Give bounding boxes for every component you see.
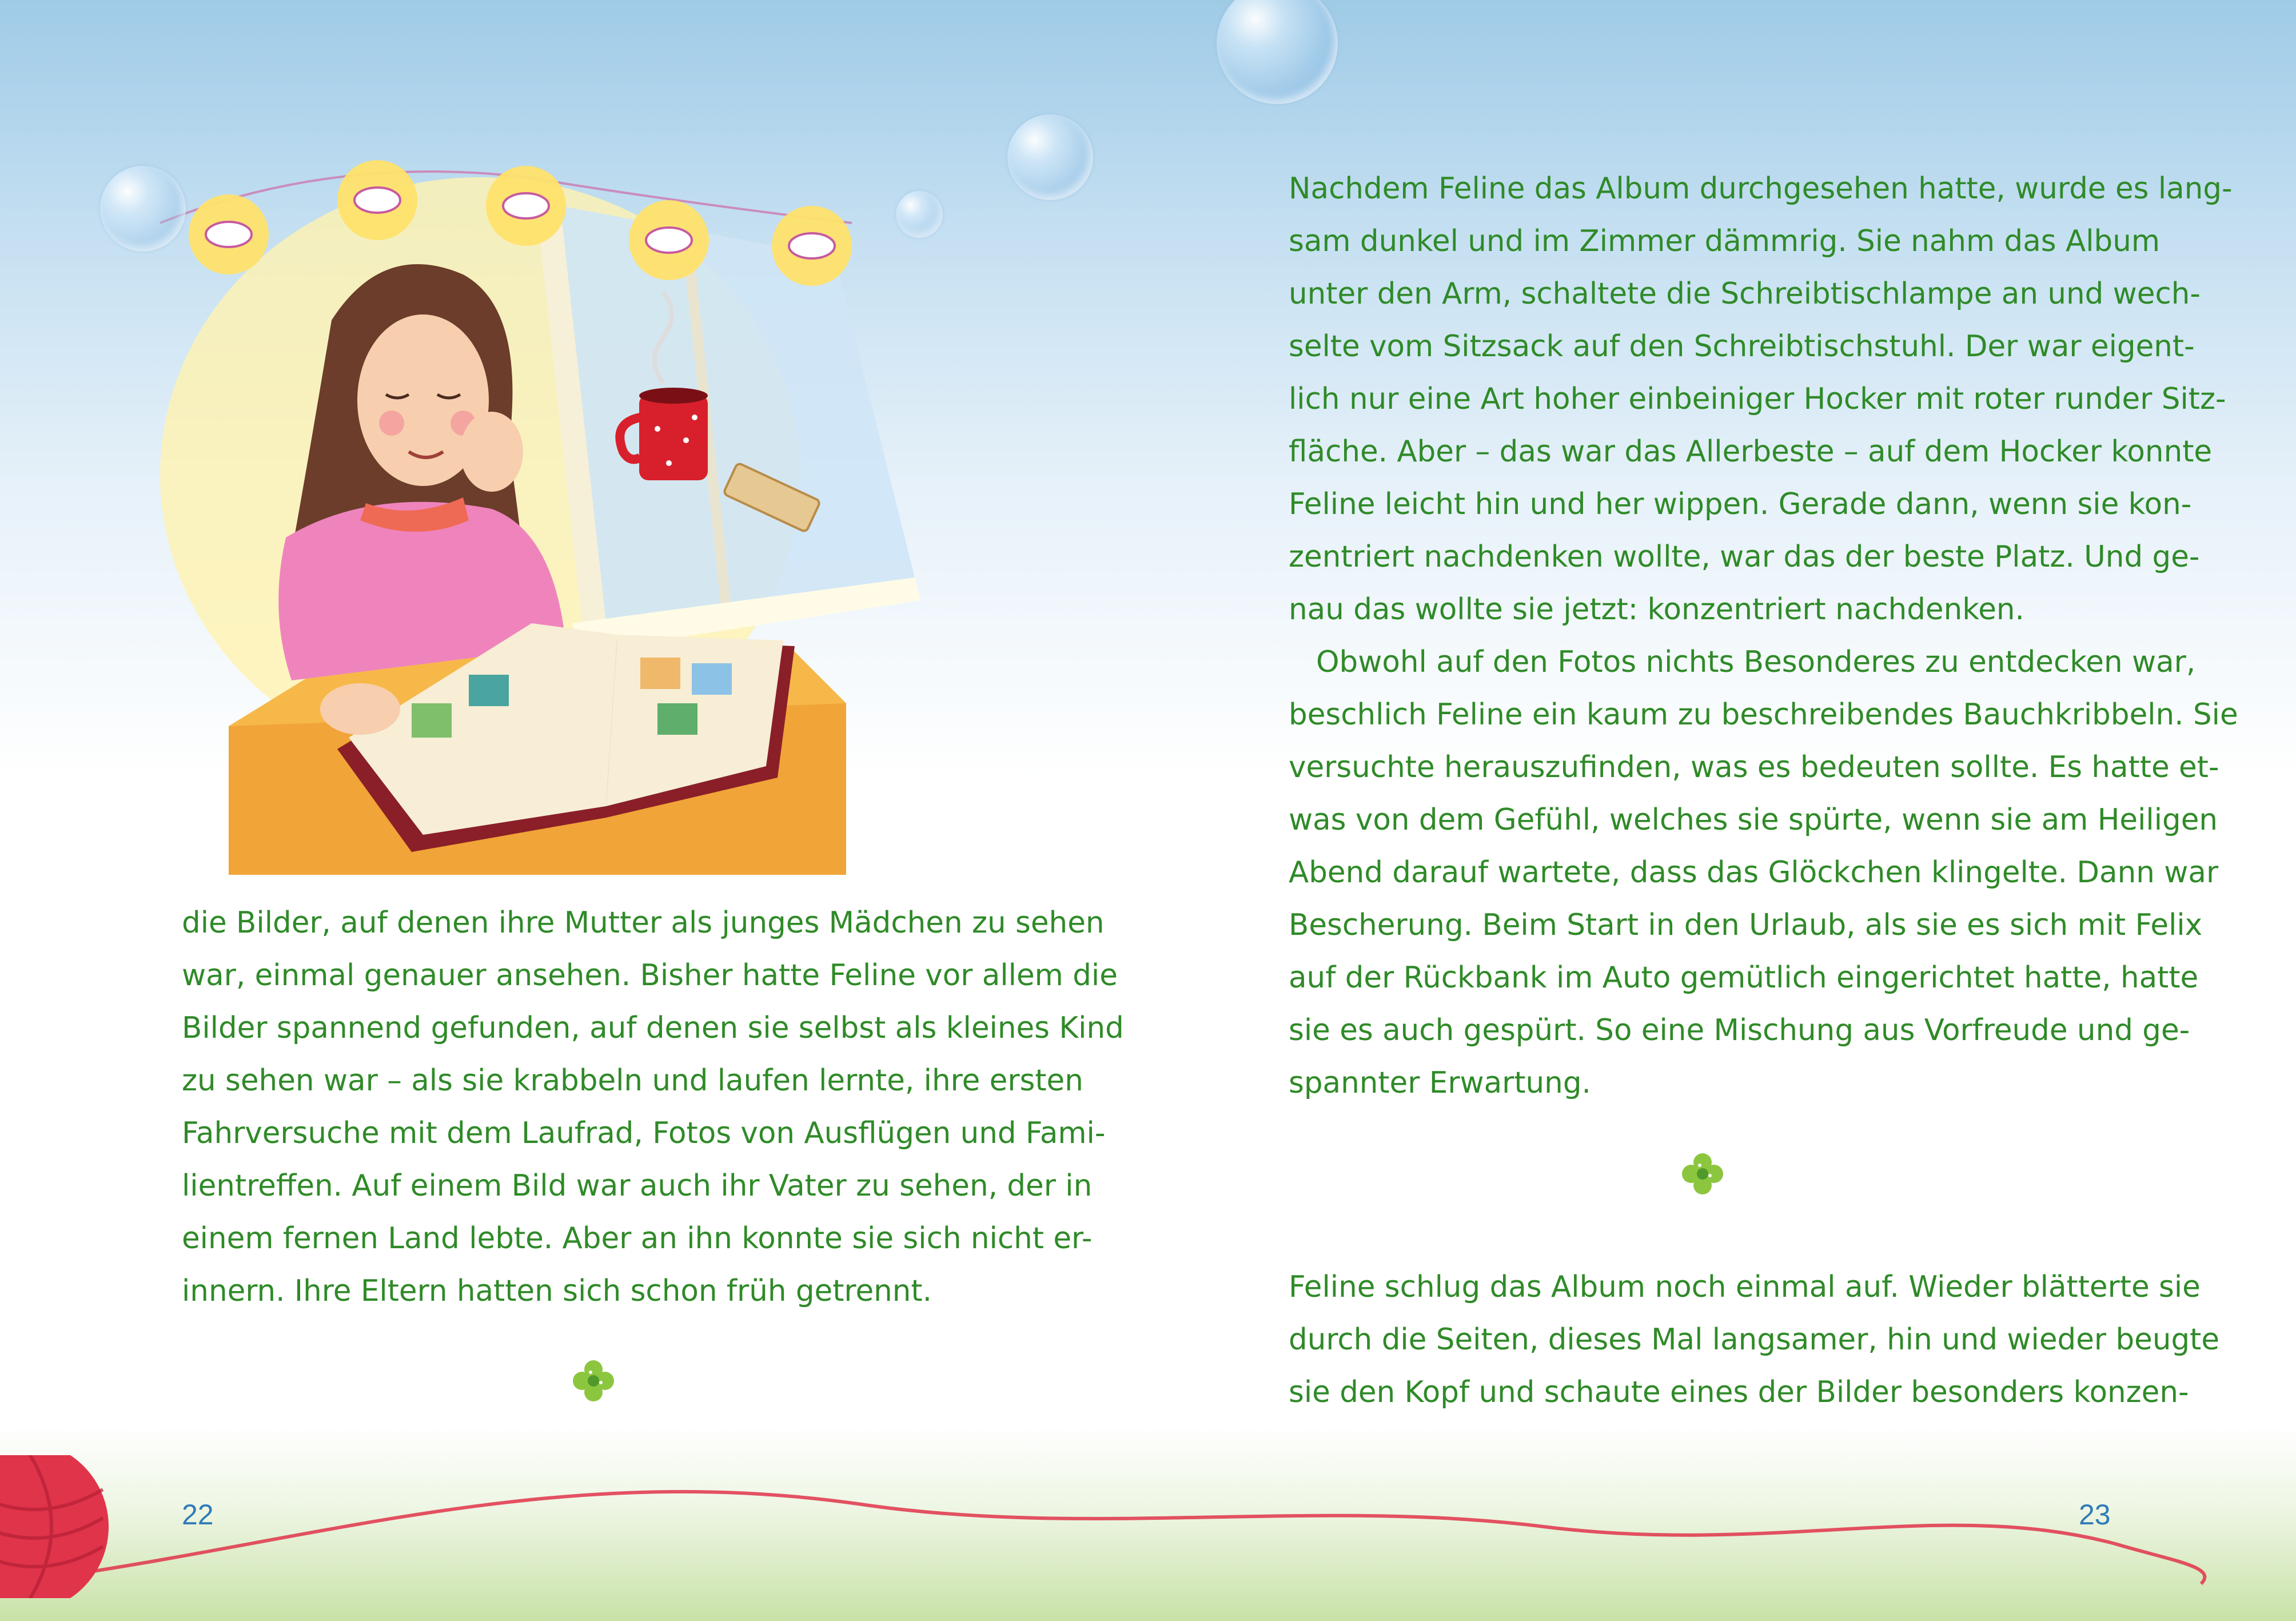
text-line: beschlich Feline ein kaum zu beschreibendes Bauchkribbeln. Sie <box>1289 698 2238 732</box>
text-line: durch die Seiten, dieses Mal langsamer, hin und wieder beugte <box>1289 1323 2220 1357</box>
text-line: fläche. Aber – das war das Allerbeste – auf dem Hocker konnte <box>1289 435 2213 469</box>
text-line: innern. Ihre Eltern hatten sich schon früh getrennt. <box>182 1274 932 1308</box>
page-number: 23 <box>2079 1499 2111 1531</box>
text-line: sie es auch gespürt. So eine Mischung aus Vorfreude und ge- <box>1289 1013 2190 1048</box>
yarn-thread-decoration <box>0 1429 2296 1621</box>
text-line: Nachdem Feline das Album durchgesehen hatte, wurde es lang- <box>1289 172 2233 206</box>
text-line: was von dem Gefühl, welches sie spürte, wenn sie am Heiligen <box>1289 803 2218 837</box>
text-line: sam dunkel und im Zimmer dämmrig. Sie nahm das Album <box>1289 224 2161 258</box>
text-line: die Bilder, auf denen ihre Mutter als junges Mädchen zu sehen <box>182 906 1105 940</box>
illustration-girl-with-album <box>91 132 960 875</box>
text-line: lich nur eine Art hoher einbeiniger Hocker mit roter runder Sitz- <box>1289 382 2226 416</box>
right-page-text-continued <box>1289 1261 2220 1419</box>
bubble-decoration <box>896 191 943 238</box>
text-line: zentriert nachdenken wollte, war das der beste Platz. Und ge- <box>1289 540 2200 574</box>
bubble-decoration <box>1007 114 1093 200</box>
text-line: auf der Rückbank im Auto gemütlich eingerichtet hatte, hatte <box>1289 961 2199 995</box>
text-line: unter den Arm, schaltete die Schreibtischlampe an und wech- <box>1289 277 2201 311</box>
text-line: Fahrversuche mit dem Laufrad, Fotos von Ausflügen und Fami- <box>182 1116 1106 1150</box>
text-line: Feline schlug das Album noch einmal auf. Wieder blätterte sie <box>1289 1270 2201 1304</box>
right-page-text <box>1289 162 2238 1109</box>
text-line: Feline leicht hin und her wippen. Gerade dann, wenn sie kon- <box>1289 487 2192 521</box>
text-line: Obwohl auf den Fotos nichts Besonderes zu entdecken war, <box>1316 645 2196 679</box>
flower-icon <box>568 1355 619 1407</box>
text-line: lientreffen. Auf einem Bild war auch ihr Vater zu sehen, der in <box>182 1169 1093 1203</box>
text-line: Bilder spannend gefunden, auf denen sie selbst als kleines Kind <box>182 1011 1124 1045</box>
text-line: Bescherung. Beim Start in den Urlaub, als sie es sich mit Felix <box>1289 908 2203 942</box>
text-line: einem fernen Land lebte. Aber an ihn konnte sie sich nicht er- <box>182 1221 1093 1256</box>
yarn-ball-icon <box>0 1455 114 1598</box>
right-page <box>1148 0 2296 1621</box>
text-line: spannter Erwartung. <box>1289 1066 1591 1100</box>
text-line: Abend darauf wartete, dass das Glöckchen klingelte. Dann war <box>1289 855 2219 890</box>
page-number: 22 <box>182 1499 214 1531</box>
text-line: zu sehen war – als sie krabbeln und laufen lernte, ihre ersten <box>182 1064 1083 1098</box>
text-line: sie den Kopf und schaute eines der Bilder besonders konzen- <box>1289 1375 2189 1409</box>
bubble-decoration <box>100 166 186 252</box>
text-line: nau das wollte sie jetzt: konzentriert nachdenken. <box>1289 592 2024 627</box>
left-page-text <box>182 897 1124 1317</box>
text-line: war, einmal genauer ansehen. Bisher hatte Feline vor allem die <box>182 958 1118 993</box>
text-line: selte vom Sitzsack auf den Schreibtischstuhl. Der war eigent- <box>1289 329 2195 364</box>
text-line: versuchte herauszufinden, was es bedeuten sollte. Es hatte et- <box>1289 750 2219 784</box>
flower-icon <box>1677 1148 1728 1200</box>
